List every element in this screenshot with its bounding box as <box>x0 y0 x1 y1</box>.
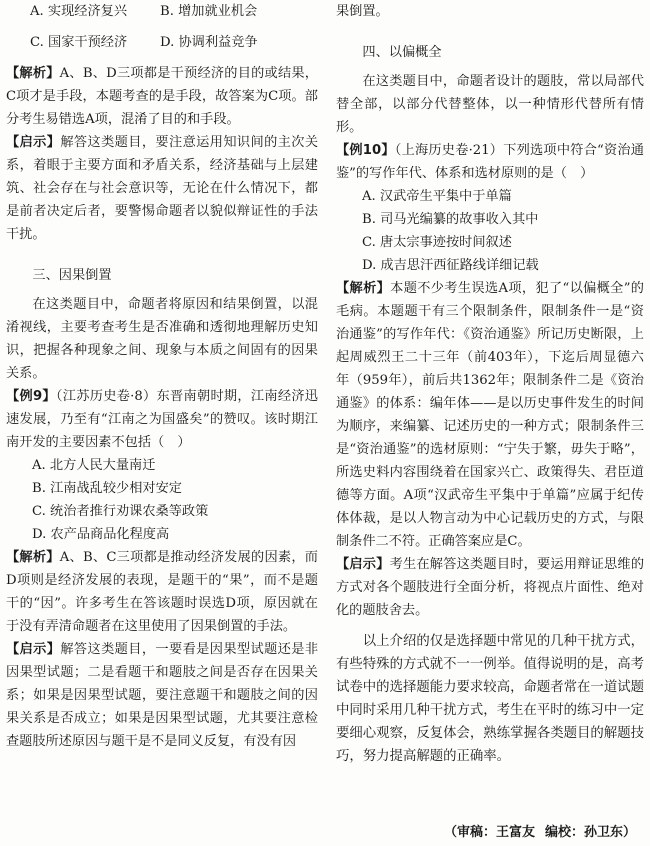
right-column <box>336 0 644 768</box>
example-10-option-b: B. 司马光编纂的故事收入其中 <box>362 212 539 227</box>
analysis3-paragraph <box>336 277 644 553</box>
analysis-tag: 【解析】 <box>6 66 60 81</box>
continued-text: 果倒置。 <box>336 4 389 19</box>
section-title-three: 三、因果倒置 <box>32 268 112 283</box>
hint-paragraph <box>6 131 318 246</box>
example-9-text: （江苏历史卷·8）东晋南朝时期，江南经济迅速发展，乃至有“江南之为国盛矣”的赞叹。该时期江南开发的主要因素不包括（ ） <box>6 389 318 450</box>
editor-credit <box>434 821 636 840</box>
example-9-option-c: C. 统治者推行劝课农桑等政策 <box>32 504 209 519</box>
analysis-paragraph <box>6 62 318 131</box>
section-three-text: 在这类题目中，命题者将原因和结果倒置，以混淆视线，主要考查考生是否准确和透彻地理解历史知识，把握各种现象之间、现象与本质之间固有的因果关系。 <box>6 297 318 381</box>
analysis3-text: 本题不少考生误选A项，犯了“以偏概全”的毛病。本题题干有三个限制条件，限制条件一是“资治通鉴”的写作年代：《资治通鉴》所记历史断限，上起周威烈王二十三年（前403年），下迄后周显德六年（959年），前后共1362年；限制条件二是《资治通鉴》的体系：编年体——是以历史事件发生的时间为顺序，来编纂、记述历史的一种方式；限制条件三是“资治通鉴”的选材原则：“宁失于繁，毋失于略”，所选史料内容围绕着在国家兴亡、政策得失、君臣道德等方面。A项“汉武帝生平集中于单篇”应属于纪传体体裁，是以人物言动为中心记载历史的方式，与限制条件二不符。正确答案应是C。 <box>336 281 644 549</box>
example-10-text: （上海历史卷·21）下列选项中符合“资治通鉴”的写作年代、体系和选材原则的是（ ） <box>336 143 644 181</box>
hint-text: 解答这类题目，要注意运用知识间的主次关系，着眼于主要方面和矛盾关系，经济基础与上层建筑、社会存在与社会意识等，无论在什么情况下，都是前者决定后者，要警惕命题者以貌似辩证性的手法干扰。 <box>6 135 319 242</box>
analysis2-tag: 【解析】 <box>6 550 60 565</box>
analysis2-text: A、B、C三项都是推动经济发展的因素，而D项则是经济发展的表现，是题干的“果”，而不是题干的“因”。许多考生在答该题时误选D项，原因就在于没有弄清命题者在这里使用了因果倒置的手法。 <box>6 550 318 634</box>
example-10-option-c: C. 唐太宗事迹按时间叙述 <box>362 235 512 250</box>
option-a-top: A. 实现经济复兴 <box>30 4 128 19</box>
example-10-tag: 【例10】 <box>336 143 395 158</box>
section-title-four: 四、以偏概全 <box>362 45 442 60</box>
hint3-paragraph <box>336 553 644 622</box>
section-four-text: 在这类题目中，命题者设计的题肢，常以局部代替全部，以部分代替整体，以一种情形代替所有情形。 <box>336 74 644 135</box>
example-10-paragraph <box>336 139 644 185</box>
example-10-option-a: A. 汉武帝生平集中于单篇 <box>362 189 512 204</box>
analysis-text: A、B、D三项都是干预经济的目的或结果，C项才是手段，本题考查的是手段，故答案为C项。部分考生易错选A项，混淆了目的和手段。 <box>6 66 318 127</box>
hint2-paragraph <box>6 638 318 753</box>
example-10-option-d: D. 成吉思汗西征路线详细记载 <box>362 258 539 273</box>
option-d-top: D. 协调利益竞争 <box>160 35 258 50</box>
option-c-top: C. 国家干预经济 <box>30 35 128 50</box>
example-9-paragraph <box>6 385 318 454</box>
analysis2-paragraph <box>6 546 318 638</box>
example-9-option-d: D. 农产品商品化程度高 <box>32 527 170 542</box>
example-9-option-b: B. 江南战乱较少相对安定 <box>32 481 182 496</box>
hint2-tag: 【启示】 <box>6 642 61 657</box>
hint3-text: 考生在解答这类题目时，要运用辩证思维的方式对各个题肢进行全面分析，将视点片面性、绝对化的题肢舍去。 <box>336 557 645 618</box>
hint2-text: 解答这类题目，一要看是因果型试题还是非因果型试题；二是看题干和题肢之间是否存在因果关系；如果是因果型试题，要注意题干和题肢之间的因果关系是否成立；如果是因果型试题，尤其要注意检查题肢所述原因与题干是不是同义反复，有没有因 <box>6 642 319 749</box>
left-column <box>6 0 318 753</box>
edit-credit: 编校：孙卫东） <box>544 825 636 840</box>
example-9-tag: 【例9】 <box>6 389 56 404</box>
hint-tag: 【启示】 <box>6 135 61 150</box>
review-credit: （审稿：王富友 <box>443 825 535 840</box>
summary-paragraph: 以上介绍的仅是选择题中常见的几种干扰方式，有些特殊的方式就不一一例举。值得说明的是，高考试卷中的选择题能力要求较高，命题者常在一道试题中同时采用几种干扰方式，考生在平时的练习中一定要细心观察，反复体会，熟练掌握各类题目的解题技巧，努力提高解题的正确率。 <box>336 634 644 764</box>
hint3-tag: 【启示】 <box>336 557 390 572</box>
example-9-option-a: A. 北方人民大量南迁 <box>32 458 156 473</box>
option-b-top: B. 增加就业机会 <box>160 4 258 19</box>
analysis3-tag: 【解析】 <box>336 281 391 296</box>
